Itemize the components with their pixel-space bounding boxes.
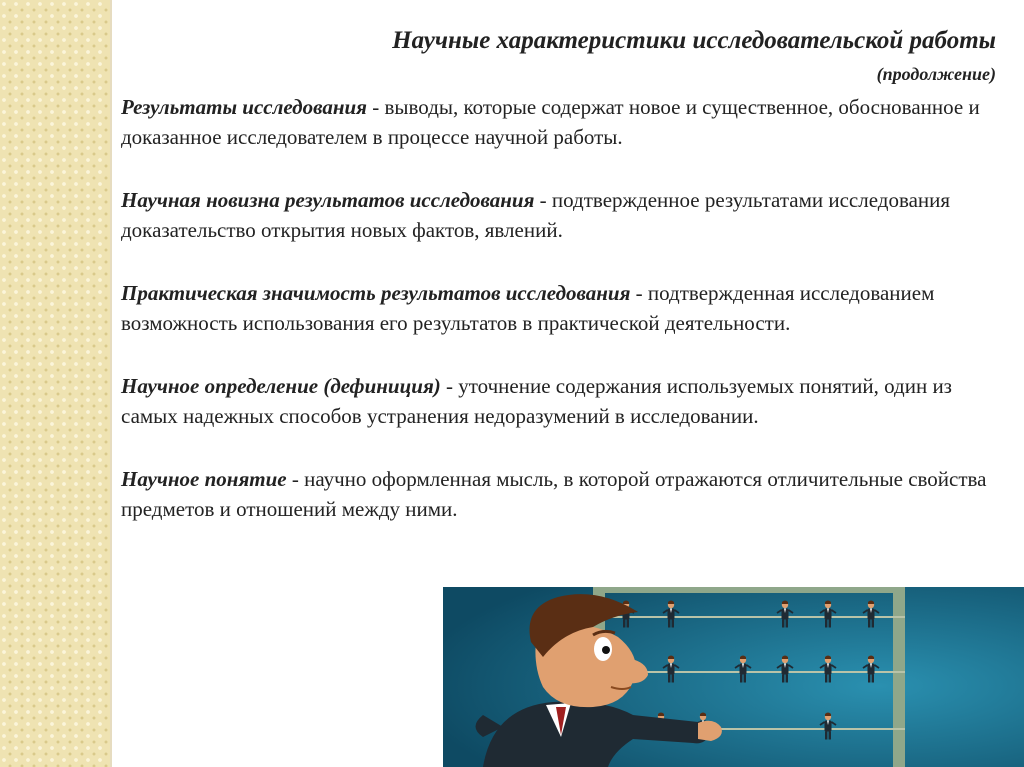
definition-text: выводы, которые содержат новое и существенное, обоснованное и доказанное исследователем в процессе научной работы.: [121, 95, 980, 149]
strip-divider: [110, 0, 112, 767]
abacus-businessman-illustration: [443, 587, 1024, 767]
abacus-frame-right: [893, 587, 905, 767]
definition-separator: -: [534, 188, 552, 212]
definition-separator: -: [440, 374, 459, 398]
definition-item: [121, 185, 1001, 245]
definition-separator: -: [367, 95, 385, 119]
decorative-pattern-strip: [0, 0, 110, 767]
abacus-frame-top: [593, 587, 905, 593]
definition-item: [121, 371, 1001, 431]
definition-text: научно оформленная мысль, в которой отражаются отличительные свойства предметов и отношений между ними.: [121, 467, 987, 521]
definition-text: подтвержденное результатами исследования доказательство открытия новых фактов, явлений.: [121, 188, 951, 242]
definition-term: Результаты исследования: [121, 95, 367, 119]
slide-subtitle: (продолжение): [876, 64, 996, 84]
definition-text: уточнение содержания используемых понятий, один из самых надежных способов устранения недоразумений в исследовании.: [121, 374, 952, 428]
definition-item: [121, 92, 1001, 152]
definition-separator: -: [630, 281, 648, 305]
definition-term: Научная новизна результатов исследования: [121, 188, 535, 212]
definition-item: [121, 464, 1001, 524]
definition-separator: -: [286, 467, 305, 491]
slide-title: Научные характеристики исследовательской работы: [392, 27, 996, 54]
definition-term: Научное понятие: [121, 467, 287, 491]
definition-item: [121, 278, 1001, 338]
definition-term: Практическая значимость результатов исследования: [121, 281, 631, 305]
definitions-list: [121, 92, 1001, 557]
definition-text: подтвержденная исследованием возможность использования его результатов в практической деятельности.: [121, 281, 935, 335]
definition-term: Научное определение (дефиниция): [121, 374, 441, 398]
